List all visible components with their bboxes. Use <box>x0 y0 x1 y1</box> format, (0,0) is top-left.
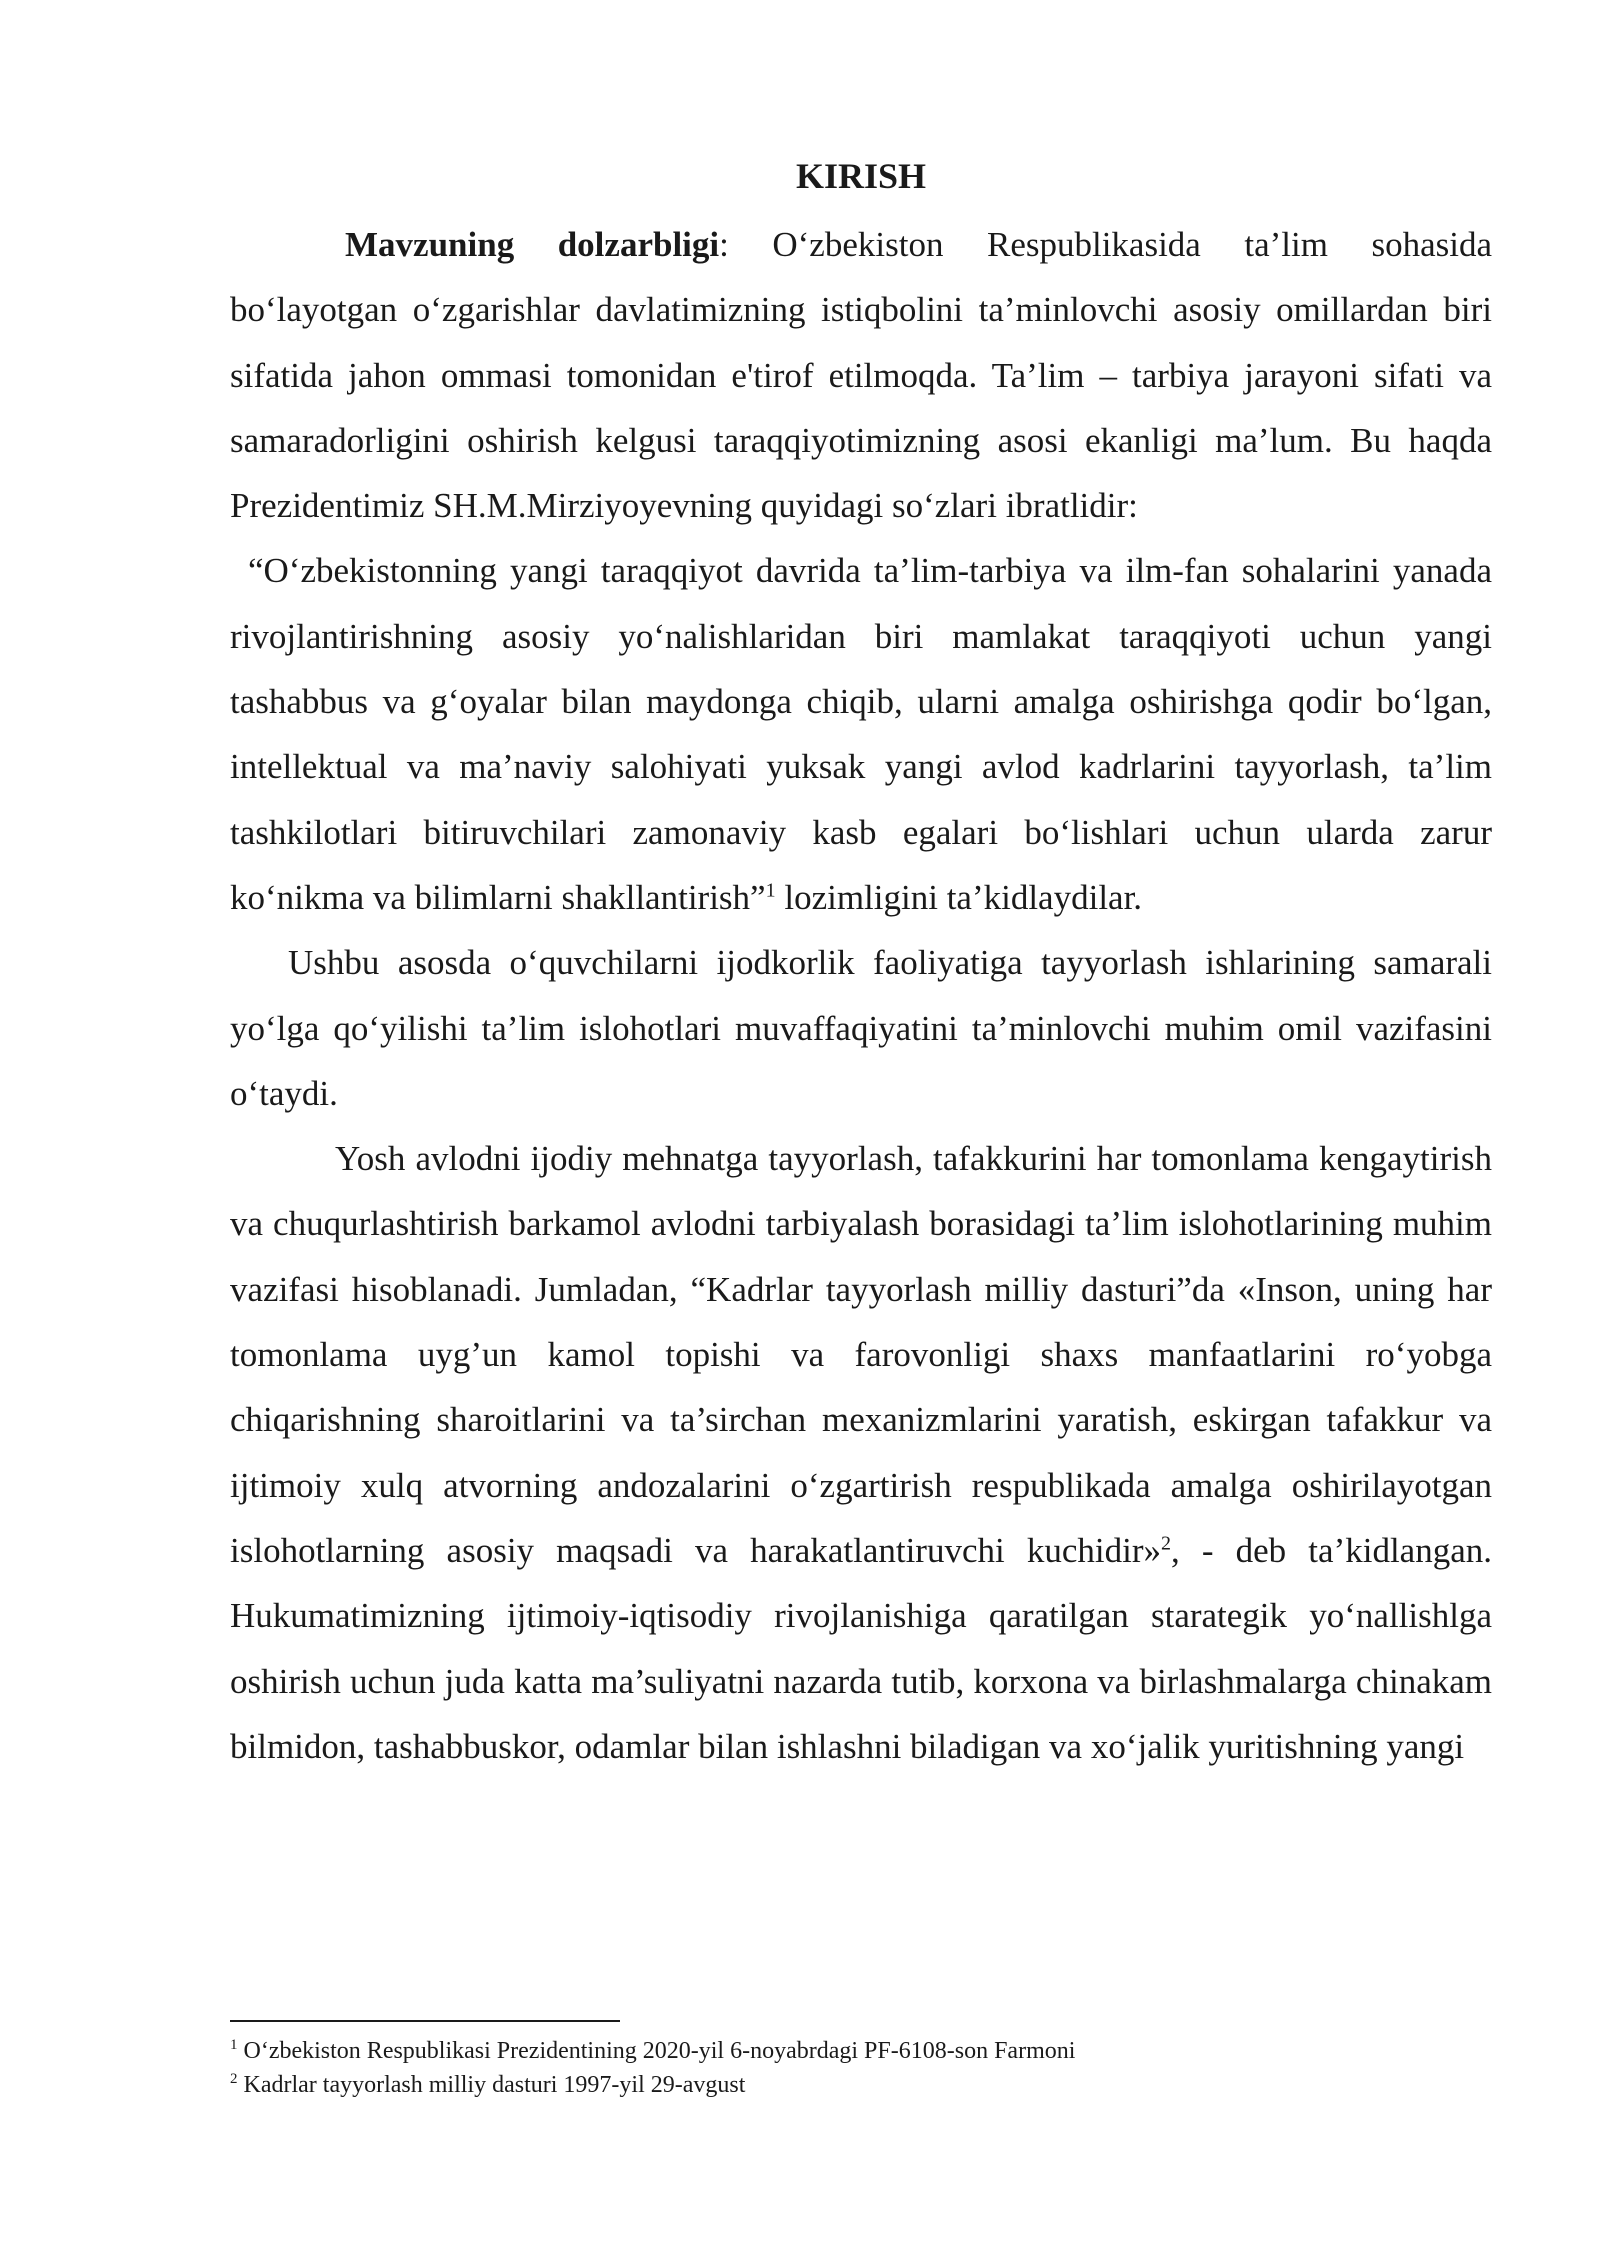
quote-tail: lozimligini ta’kidlaydilar. <box>775 877 1143 917</box>
document-page <box>230 148 1492 1779</box>
footnote-1 <box>230 2034 1492 2068</box>
footnotes-section <box>230 2020 1492 2102</box>
quote-paragraph <box>230 538 1492 930</box>
footnote-separator <box>230 2020 620 2022</box>
yosh-text-before: Yosh avlodni ijodiy mehnatga tayyorlash, tafakkurini har tomonlama kengaytirish va chuqurlashtirish barkamol avlodni tarbiyalash borasidagi ta’lim islohotlarining muhim vazifasi hisoblanadi. Jumladan, “Kadrlar tayyorlash milliy dasturi”da «Inson, uning har tomonlama uyg’un kamol topishi va farovonligi shaxs manfaatlarini ro‘yobga chiqarishning sharoitlarini va ta’sirchan mexanizmlarini yaratish, eskirgan tafakkur va ijtimoiy xulq atvorning andozalarini o‘zgartirish respublikada amalga oshirilayotgan islohotlarning asosiy maqsadi va harakatlantiruvchi kuchidir» <box>230 1139 1492 1570</box>
intro-lead: Mavzuning dolzarbligi <box>345 225 720 264</box>
page-title: KIRISH <box>795 156 927 196</box>
ushbu-paragraph: Ushbu asosda o‘quvchilarni ijodkorlik faoliyatiga tayyorlash ishlarining samarali yo‘lga qo‘yilishi ta’lim islohotlari muvaffaqiyatini ta’minlovchi muhim omil vazifasini o‘taydi. <box>230 943 1492 1113</box>
intro-paragraph <box>230 212 1492 538</box>
footnote-2 <box>230 2068 1492 2102</box>
quote-text: “O‘zbekistonning yangi taraqqiyot davrida ta’lim-tarbiya va ilm-fan sohalarini yanada rivojlantirishning asosiy yo‘nalishlaridan biri mamlakat taraqqiyoti uchun yangi tashabbus va g‘oyalar bilan maydonga chiqib, ularni amalga oshirishga qodir bo‘lgan, intellektual va ma’naviy salohiyati yuksak yangi avlod kadrlarini tayyorlash, ta’lim tashkilotlari bitiruvchilari zamonaviy kasb egalari bo‘lishlari uchun ularda zarur ko‘nikma va bilimlarni shakllantirish” <box>230 551 1492 917</box>
yosh-text-after: , - deb ta’kidlangan. Hukumatimizning ijtimoiy-iqtisodiy rivojlanishiga qaratilgan starategik yo‘nallishlga oshirish uchun juda katta ma’suliyatni nazarda tutib, korxona va birlashmalarga chinakam bilmidon, tashabbuskor, odamlar bilan ishlashni biladigan va xo‘jalik yuritishning yangi <box>230 1530 1492 1766</box>
footnote-ref-1: 1 <box>765 879 776 902</box>
intro-text: : O‘zbekiston Respublikasida ta’lim sohasida bo‘layotgan o‘zgarishlar davlatimizning istiqbolini ta’minlovchi asosiy omillardan biri sifatida jahon ommasi tomonidan e'tirof etilmoqda. Ta’lim – tarbiya jarayoni sifati va samaradorligini oshirish kelgusi taraqqiyotimizning asosi ekanligi ma’lum. Bu haqda Prezidentimiz SH.M.Mirziyoyevning quyidagi so‘zlari ibratlidir: <box>230 225 1493 526</box>
footnote-text: Kadrlar tayyorlash milliy dasturi 1997-yil 29-avgust <box>237 2072 746 2098</box>
footnote-number: 1 <box>230 2037 238 2053</box>
yosh-paragraph <box>230 1126 1492 1779</box>
footnote-text: O‘zbekiston Respublikasi Prezidentining 2020-yil 6-noyabrdagi PF-6108-son Farmoni <box>237 2038 1076 2064</box>
footnote-ref-2: 2 <box>1160 1532 1171 1555</box>
footnote-number: 2 <box>230 2071 238 2087</box>
